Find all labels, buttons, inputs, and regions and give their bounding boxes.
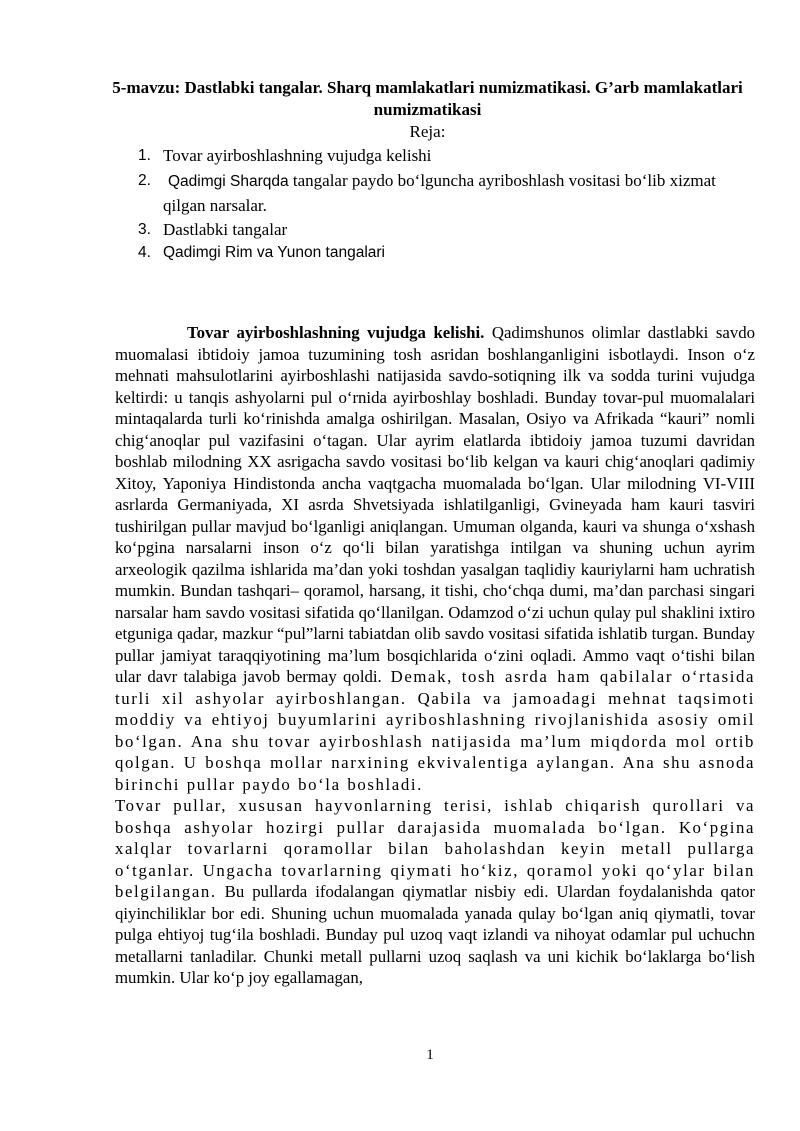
paragraph-text: Tovar pullar, xususan hayvonlarning terisi, ishlab chiqarish qurollari va boshqa ashyolar hozirgi pullar darajasida muomalada bo‘lgan. Ko‘pgina xalqlar tovarlarni qoramollar bilan baholashdan keyin metall pullarga o‘tganlar. Ungacha tovarlarning qiymati ho‘kiz, qoramol yoki qo‘ylar bilan belgilangan. bbox=[115, 796, 755, 901]
page-number: 1 bbox=[426, 1047, 434, 1063]
plan-item-number: 1. bbox=[138, 147, 151, 164]
plan-item-number: 2. bbox=[138, 172, 151, 189]
paragraph bbox=[115, 322, 755, 795]
plan-heading: Reja: bbox=[409, 122, 446, 141]
body-text bbox=[115, 322, 755, 989]
page-title: 5-mavzu: Dastlabki tangalar. Sharq mamlakatlari numizmatikasi. G’arb mamlakatlari numizmatikasi bbox=[112, 78, 743, 119]
section-heading: Tovar ayirboshlashning vujudga kelishi. bbox=[187, 323, 485, 342]
paragraph-text: Demak, tosh asrda ham qabilalar o‘rtasida turli xil ashyolar ayirboshlangan. Qabila va jamoadagi mehnat taqsimoti moddiy va ehtiyoj buyumlarini ayriboshlashning rivojlanishida asosiy omil bo‘lgan. Ana shu tovar ayirboshlash natijasida ma’lum miqdorda mol ortib qolgan. U boshqa mollar narxining ekvivalentiga aylangan. Ana shu asnoda birinchi pullar paydo bo‘la boshladi. bbox=[115, 667, 755, 794]
plan-item-text-sans: Qadimgi Sharqda bbox=[168, 173, 289, 190]
paragraph-text: Bu pullarda ifodalangan qiymatlar nisbiy edi. Ulardan foydalanishda qator qiyinchiliklar bor edi. Shuning uchun muomalada yanada qulay bo‘lgan aniq qiymatli, tovar pulga ehtiyoj tug‘ila boshladi. Bunday pul uzoq vaqt izlandi va nihoyat odamlar pul uchuchn metallarni tanladilar. Chunki metall pullarni uzoq saqlash va uni kichik bo‘laklarga bo‘lish mumkin. Ular ko‘p joy egallamagan, bbox=[115, 882, 755, 987]
paragraph-text: Qadimshunos olimlar dastlabki savdo muomalasi ibtidoiy jamoa tuzumining tosh asridan boshlanganligini isbotlaydi. Inson o‘z mehnati mahsulotlarini ayirboshlashi natijasida savdo-sotiqning ilk va sodda turini vujudga keltirdi: u tanqis ashyolarni pul o‘rnida ayirboshlay boshladi. Bunday tovar-pul muomalalari mintaqalarda turli ko‘rinishda amalga oshirilgan. Masalan, Osiyo va Afrikada “kauri” nomli chig‘anoqlar pul vazifasini o‘tagan. Ular ayrim elatlarda ibtidoiy jamoa tuzumi davridan boshlab milodning XX asrigacha savdo vositasi bo‘lib kelgan va kauri chig‘anoqlari qadimiy Xitoy, Yaponiya Hindistonda ancha vaqtgacha muomalada bo‘lgan. Ular milodning VI-VIII asrlarda Germaniyada, XI asrda Shvetsiyada ishlatilganligi, Gvineyada ham kauri tasviri tushirilgan pullar mavjud bo‘lganligi aniqlangan. Umuman olganda, kauri va shunga o‘xshash ko‘pgina narsalarni inson o‘z qo‘li bilan yaratishga intilgan va shuning uchun ayrim arxeologik qazilma ishlarida ma’dan yoki toshdan yasalgan taqlidiy kauriylarni ham uchratish mumkin. Bundan tashqari– qoramol, harsang, it tishi, cho‘chqa dumi, ma’dan parchasi singari narsalar ham savdo vositasi sifatida qo‘llanilgan. Odamzod o‘zi uchun qulay pul shaklini ixtiro etguniga qadar, mazkur “pul”larni tabiatdan olib savdo vositasi sifatida ishlatib turgan. Bunday pullar jamiyat taraqqiyotining ma’lum bosqichlarida o‘zini oqladi. Ammo vaqt o‘tishi bilan ular davr talabiga javob bermay qoldi. bbox=[115, 323, 755, 686]
plan-item-text-serif: tangalar paydo bo‘lguncha ayriboshlash vositasi bo‘lib xizmat qilgan narsalar. bbox=[163, 171, 716, 215]
plan-item-text bbox=[163, 169, 743, 218]
plan-item-number: 3. bbox=[138, 221, 151, 238]
plan-item-text: Dastlabki tangalar bbox=[163, 220, 288, 239]
plan-item-number: 4. bbox=[138, 244, 151, 261]
plan-item-text: Tovar ayirboshlashning vujudga kelishi bbox=[163, 146, 432, 165]
plan-item-text: Qadimgi Rim va Yunon tangalari bbox=[163, 244, 386, 261]
paragraph bbox=[115, 795, 755, 989]
